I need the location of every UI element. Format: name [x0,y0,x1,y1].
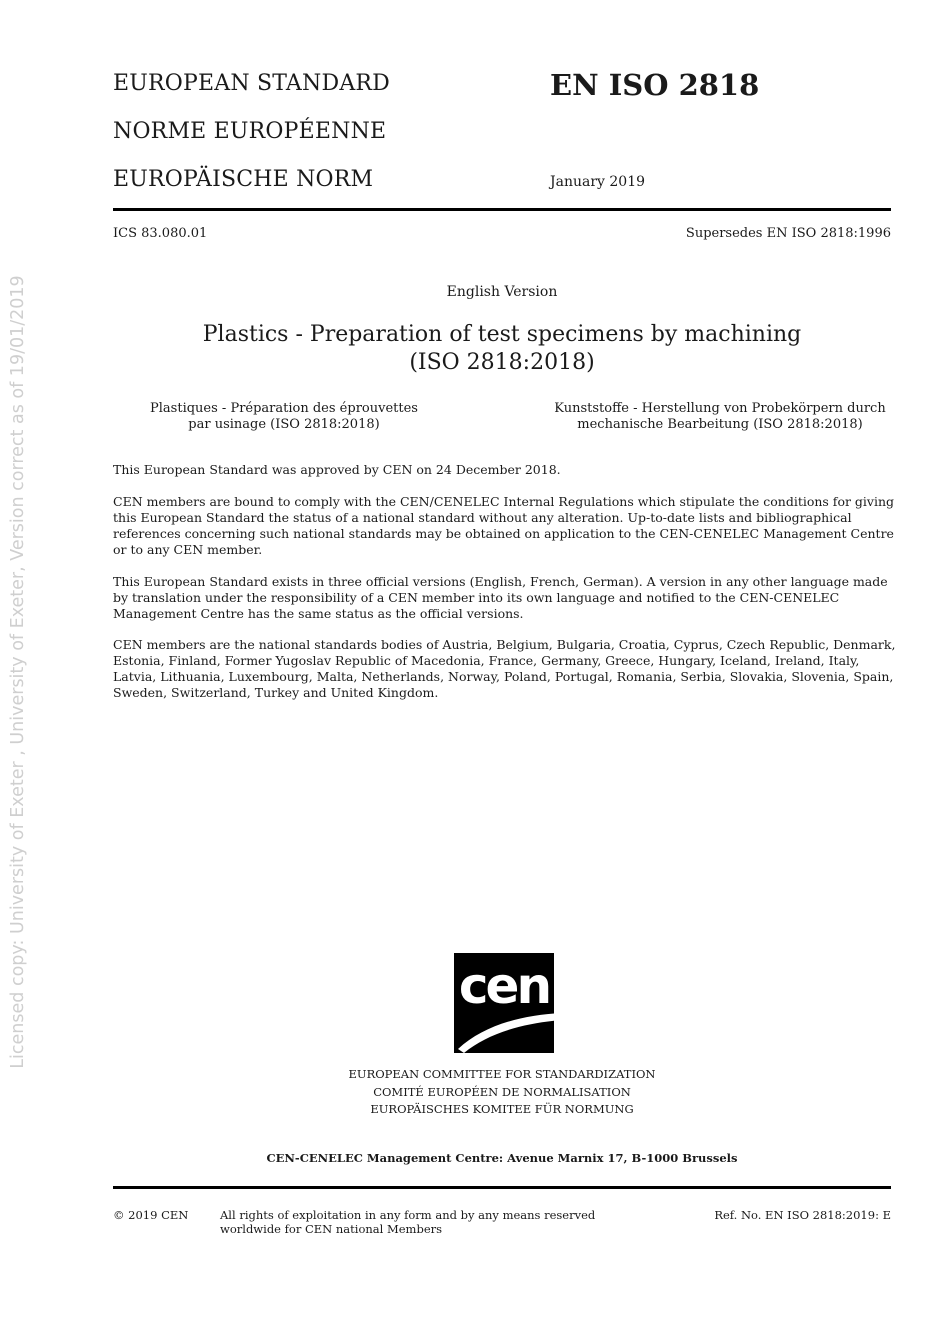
management-centre-address: CEN-CENELEC Management Centre: Avenue Marnix 17, B-1000 Brussels [266,1151,738,1165]
french-title [130,401,438,433]
version-label: English Version [446,284,558,300]
french-title-line2: par usinage (ISO 2818:2018) [188,417,380,432]
approval-paragraph: This European Standard was approved by CEN on 24 December 2018. [113,462,561,477]
org-name-de: EUROPÄISCHES KOMITEE FÜR NORMUNG [370,1102,634,1116]
cen-logo [454,953,554,1053]
org-name-en: EUROPEAN COMMITTEE FOR STANDARDIZATION [348,1067,656,1081]
header-divider [113,208,891,211]
header-norme-europeenne: NORME EUROPÉENNE [113,119,387,144]
german-title-line1: Kunststoffe - Herstellung von Probekörpern durch [554,401,886,416]
standard-number: EN ISO 2818 [550,68,760,102]
document-title [113,321,891,377]
org-name-fr: COMITÉ EUROPÉEN DE NORMALISATION [373,1085,631,1099]
supersedes-note: Supersedes EN ISO 2818:1996 [685,226,891,241]
cen-logo-text: cen [458,957,550,1015]
license-watermark-text: Licensed copy: University of Exeter , University of Exeter, Version correct as of 19/01/2019 [8,275,28,1069]
publication-date: January 2019 [550,174,646,190]
document-title-line1: Plastics - Preparation of test specimens by machining [202,322,802,347]
versions-paragraph: This European Standard exists in three official versions (English, French, German). A version in any other language made by translation under the responsibility of a CEN member into its own language and notified to the CEN-CENELEC Management Centre has the same status as the official versions. [113,574,888,621]
document-title-line2: (ISO 2818:2018) [409,350,595,375]
footer-divider [113,1186,891,1189]
rights-statement [220,1208,595,1236]
reference-number: Ref. No. EN ISO 2818:2019: E [714,1208,891,1222]
copyright: © 2019 CEN [113,1208,189,1222]
header-europaische-norm: EUROPÄISCHE NORM [113,167,374,192]
compliance-paragraph: CEN members are bound to comply with the CEN/CENELEC Internal Regulations which stipulate the conditions for giving this European Standard the status of a national standard without any alteration. Up-to-date lists and bibliographical references concerning such national standards may be obtained on application to the CEN-CENELEC Management Centre or to any CEN member. [113,494,895,557]
rights-line1: All rights of exploitation in any form and by any means reserved [220,1208,596,1222]
french-title-line1: Plastiques - Préparation des éprouvettes [150,401,418,416]
cen-logo-graphic [454,953,554,1053]
ics-code: ICS 83.080.01 [113,226,208,241]
german-title-line2: mechanische Bearbeitung (ISO 2818:2018) [577,417,863,432]
members-paragraph: CEN members are the national standards bodies of Austria, Belgium, Bulgaria, Croatia, Cyprus, Czech Republic, Denmark, Estonia, Finland, Former Yugoslav Republic of Macedonia, France, Germany, Greece, Hungary, Iceland, Ireland, Italy, Latvia, Lithuania, Luxembourg, Malta, Netherlands, Norway, Poland, Portugal, Romania, Serbia, Slovakia, Slovenia, Spain, Sweden, Switzerland, Turkey and United Kingdom. [113,637,896,700]
rights-line2: worldwide for CEN national Members [220,1222,443,1236]
german-title [540,401,900,433]
header-european-standard: EUROPEAN STANDARD [113,71,391,96]
